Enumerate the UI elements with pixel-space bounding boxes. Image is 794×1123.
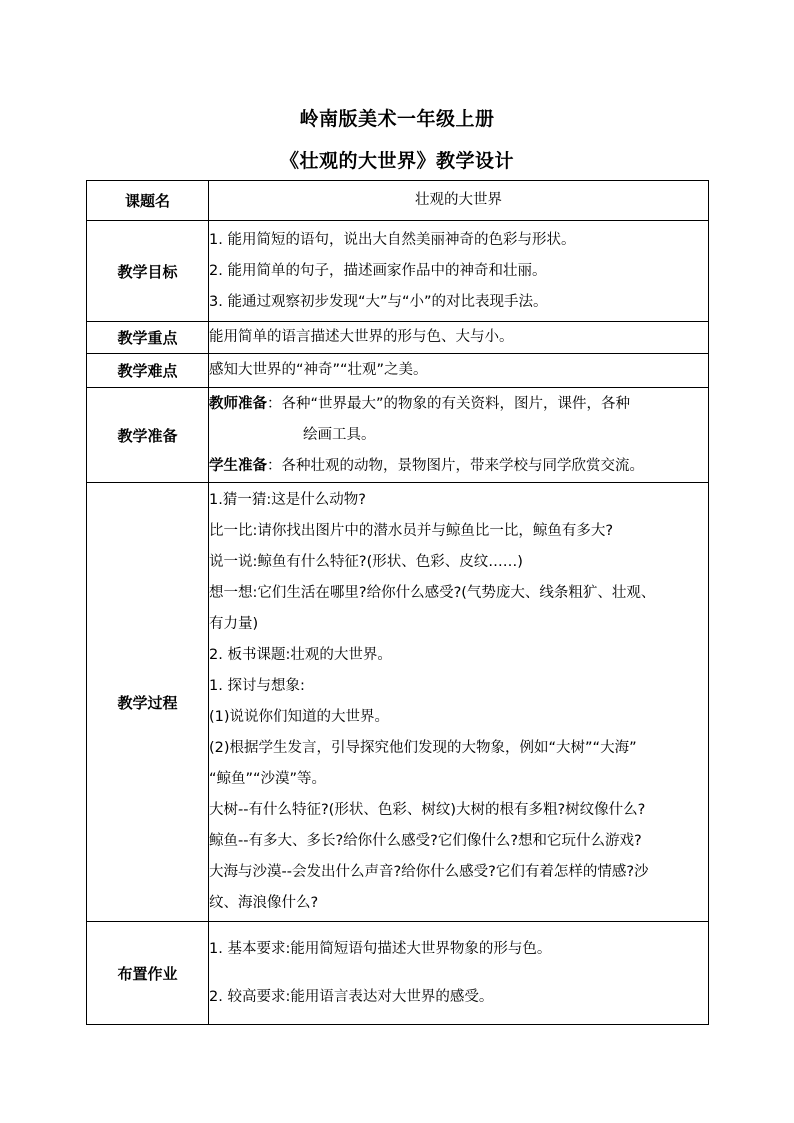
difficulties-label: 教学难点 xyxy=(87,354,209,388)
table-row-preparation xyxy=(87,388,709,483)
process-line: 1. 探讨与想象: xyxy=(209,678,305,694)
preparation-cell xyxy=(209,388,709,483)
objective-item: 3. 能通过观察初步发现“大”与“小”的对比表现手法。 xyxy=(209,293,548,310)
process-line: “鲸鱼”“沙漠”等。 xyxy=(209,771,327,787)
student-preparation-label: 学生准备 xyxy=(209,457,267,474)
teacher-preparation-continued: 绘画工具。 xyxy=(303,426,376,443)
process-cell xyxy=(209,483,709,922)
teacher-preparation xyxy=(209,389,708,420)
table-row-homework xyxy=(87,922,709,1025)
process-label: 教学过程 xyxy=(87,483,209,922)
key-points-label: 教学重点 xyxy=(87,322,209,354)
objectives-label: 教学目标 xyxy=(87,221,209,322)
key-points-value: 能用简单的语言描述大世界的形与色、大与小。 xyxy=(209,322,709,354)
process-line: 想一想:它们生活在哪里?给你什么感受?(气势庞大、线条粗犷、壮观、 xyxy=(209,585,656,601)
homework-item: 1. 基本要求:能用简短语句描述大世界物象的形与色。 xyxy=(209,941,552,957)
objective-item: 1. 能用简短的语句，说出大自然美丽神奇的色彩与形状。 xyxy=(209,231,576,248)
table-row-topic xyxy=(87,181,709,221)
process-line: (1)说说你们知道的大世界。 xyxy=(209,709,390,725)
process-line: (2)根据学生发言，引导探究他们发现的大物象，例如“大树”“大海” xyxy=(209,740,637,756)
homework-label: 布置作业 xyxy=(87,922,209,1025)
process-line: 说一说:鲸鱼有什么特征?(形状、色彩、皮纹……) xyxy=(209,554,523,570)
topic-label: 课题名 xyxy=(87,181,209,221)
document-title: 岭南版美术一年级上册 xyxy=(299,108,495,130)
process-line: 有力量) xyxy=(209,616,259,632)
table-row-difficulties xyxy=(87,354,709,388)
process-line: 鲸鱼--有多大、多长?给你什么感受?它们像什么?想和它玩什么游戏? xyxy=(209,833,642,849)
objectives-cell xyxy=(209,221,709,322)
process-line: 大树--有什么特征?(形状、色彩、树纹)大树的根有多粗?树纹像什么? xyxy=(209,802,646,818)
student-preparation xyxy=(209,451,708,482)
objective-item: 2. 能用简单的句子，描述画家作品中的神奇和壮丽。 xyxy=(209,262,547,279)
teacher-preparation-label: 教师准备 xyxy=(209,395,267,412)
topic-value: 壮观的大世界 xyxy=(209,181,709,221)
document-subtitle: 《壮观的大世界》教学设计 xyxy=(279,150,514,172)
process-line: 比一比:请你找出图片中的潜水员并与鲸鱼比一比，鲸鱼有多大? xyxy=(209,523,614,539)
table-row-objectives xyxy=(87,221,709,322)
preparation-label: 教学准备 xyxy=(87,388,209,483)
teacher-preparation-text: ：各种“世界最大”的物象的有关资料，图片，课件，各种 xyxy=(267,395,631,412)
student-preparation-text: ：各种壮观的动物，景物图片，带来学校与同学欣赏交流。 xyxy=(267,457,644,474)
table-row-key-points xyxy=(87,322,709,354)
table-row-process xyxy=(87,483,709,922)
process-line: 1.猜一猜:这是什么动物? xyxy=(209,492,366,508)
homework-cell xyxy=(209,922,709,1025)
process-line: 纹、海浪像什么? xyxy=(209,895,319,911)
process-line: 大海与沙漠--会发出什么声音?给你什么感受?它们有着怎样的情感?沙 xyxy=(209,864,649,880)
homework-item: 2. 较高要求:能用语言表达对大世界的感受。 xyxy=(209,989,494,1005)
lesson-plan-table xyxy=(86,180,709,1025)
difficulties-value: 感知大世界的“神奇”“壮观”之美。 xyxy=(209,354,709,388)
process-line: 2. 板书课题:壮观的大世界。 xyxy=(209,647,392,663)
